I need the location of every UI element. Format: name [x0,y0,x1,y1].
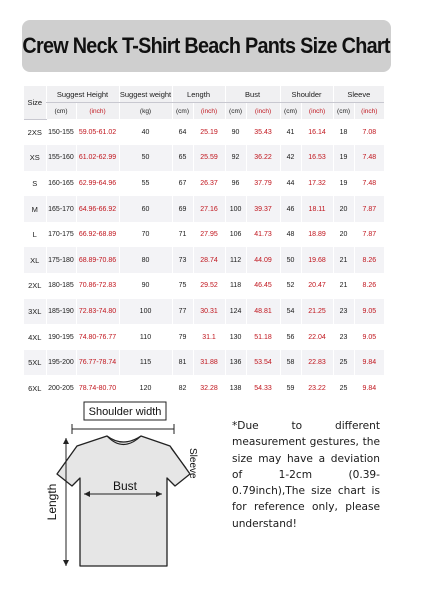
table-cell: 7.48 [354,145,384,171]
table-row [24,324,384,350]
unit-bust-cm: (cm) [225,103,246,120]
table-cell: 70.86-72.83 [76,273,119,299]
table-cell: 18.11 [301,196,333,222]
table-cell: 58 [280,350,301,376]
unit-length-inch: (inch) [193,103,225,120]
length-label: Length [45,483,59,521]
table-cell: 40 [119,119,172,145]
table-cell: 46.45 [246,273,280,299]
table-cell: 8.26 [354,247,384,273]
table-cell: 130 [225,324,246,350]
table-cell: 68.89-70.86 [76,247,119,273]
unit-weight-kg: (kg) [119,103,172,120]
table-cell: 9.84 [354,350,384,376]
table-cell: 41.73 [246,222,280,248]
table-cell: 106 [225,222,246,248]
table-cell: 155-160 [46,145,76,171]
table-cell: 22.83 [301,350,333,376]
table-cell: 78.74-80.70 [76,375,119,401]
table-cell: 20 [333,196,354,222]
table-cell: 9.05 [354,324,384,350]
size-cell: XL [24,247,46,273]
table-cell: 79 [172,324,193,350]
table-cell: 35.43 [246,119,280,145]
table-row [24,299,384,325]
header-bust: Bust [225,86,280,103]
table-cell: 124 [225,299,246,325]
table-cell: 21 [333,247,354,273]
table-cell: 7.48 [354,171,384,197]
size-column-header: Size [24,86,46,119]
table-cell: 8.26 [354,273,384,299]
size-cell: XS [24,145,46,171]
table-cell: 27.16 [193,196,225,222]
table-cell: 16.14 [301,119,333,145]
table-cell: 23 [333,299,354,325]
table-cell: 31.1 [193,324,225,350]
page-title: Crew Neck T-Shirt Beach Pants Size Chart [22,33,391,58]
unit-height-inch: (inch) [76,103,119,120]
table-row [24,247,384,273]
table-row [24,119,384,145]
table-cell: 37.79 [246,171,280,197]
table-cell: 80 [119,247,172,273]
size-chart-table [24,86,384,401]
table-cell: 53.54 [246,350,280,376]
table-cell: 55 [119,171,172,197]
table-cell: 138 [225,375,246,401]
size-cell: 3XL [24,299,46,325]
unit-shoulder-cm: (cm) [280,103,301,120]
table-cell: 20.47 [301,273,333,299]
unit-sleeve-inch: (inch) [354,103,384,120]
title-banner [22,20,391,72]
table-cell: 29.52 [193,273,225,299]
table-cell: 21.25 [301,299,333,325]
table-row [24,171,384,197]
table-cell: 36.22 [246,145,280,171]
table-cell: 30.31 [193,299,225,325]
tshirt-measurement-diagram [30,398,220,593]
table-cell: 51.18 [246,324,280,350]
table-cell: 23.22 [301,375,333,401]
table-cell: 90 [119,273,172,299]
unit-shoulder-inch: (inch) [301,103,333,120]
size-cell: S [32,178,38,188]
size-cell: 5XL [24,350,46,376]
unit-sleeve-cm: (cm) [333,103,354,120]
size-cell: 2XL [28,281,42,291]
table-cell: 180-185 [46,273,76,299]
table-cell: 92 [225,145,246,171]
table-cell: 71 [172,222,193,248]
table-cell: 27.95 [193,222,225,248]
table-cell: 56 [280,324,301,350]
table-cell: 7.87 [354,222,384,248]
table-row [24,350,384,376]
table-cell: 175-180 [46,247,76,273]
table-cell: 46 [280,196,301,222]
table-cell: 59 [280,375,301,401]
size-cell: M [24,196,46,222]
table-cell: 76.77-78.74 [76,350,119,376]
table-cell: 170-175 [46,222,76,248]
table-cell: 62.99-64.96 [76,171,119,197]
table-cell: 50 [280,247,301,273]
table-cell: 25 [333,375,354,401]
table-cell: 200-205 [46,375,76,401]
table-cell: 118 [225,273,246,299]
table-cell: 18.89 [301,222,333,248]
size-deviation-note: *Due to different measurement gestures, the size may have a deviation of 1-2cm (0.39-0.79inch),The size chart is for reference only, please understand! [232,420,380,530]
table-cell: 100 [119,299,172,325]
table-cell: 16.53 [301,145,333,171]
table-cell: 31.88 [193,350,225,376]
table-cell: 73 [172,247,193,273]
table-cell: 160-165 [46,171,76,197]
header-shoulder: Shoulder [280,86,333,103]
table-cell: 22.04 [301,324,333,350]
table-cell: 19 [333,171,354,197]
table-cell: 190-195 [46,324,76,350]
unit-length-cm: (cm) [172,103,193,120]
table-cell: 165-170 [46,196,76,222]
table-cell: 75 [172,273,193,299]
table-cell: 9.84 [354,375,384,401]
table-row [24,196,384,222]
header-sleeve: Sleeve [333,86,384,103]
table-cell: 69 [172,196,193,222]
tshirt-icon [57,436,190,566]
table-cell: 185-190 [46,299,76,325]
table-cell: 70 [119,222,172,248]
table-row [24,145,384,171]
unit-bust-inch: (inch) [246,103,280,120]
header-length: Length [172,86,225,103]
table-cell: 115 [119,350,172,376]
table-cell: 66.92-68.89 [76,222,119,248]
table-cell: 41 [280,119,301,145]
table-cell: 50 [119,145,172,171]
table-cell: 77 [172,299,193,325]
table-cell: 81 [172,350,193,376]
table-cell: 32.28 [193,375,225,401]
table-cell: 150-155 [46,119,76,145]
table-cell: 100 [225,196,246,222]
table-cell: 21 [333,273,354,299]
table-cell: 54 [280,299,301,325]
table-cell: 9.05 [354,299,384,325]
table-cell: 96 [225,171,246,197]
table-cell: 18 [333,119,354,145]
table-cell: 19.68 [301,247,333,273]
table-row [24,222,384,248]
table-cell: 64.96-66.92 [76,196,119,222]
size-rows [24,119,384,401]
table-cell: 195-200 [46,350,76,376]
table-cell: 74.80-76.77 [76,324,119,350]
header-row-units [24,103,384,120]
table-cell: 65 [172,145,193,171]
table-row [24,273,384,299]
table-cell: 25 [333,350,354,376]
table-cell: 28.74 [193,247,225,273]
header-suggest-weight: Suggest weight [119,86,172,103]
table-cell: 48 [280,222,301,248]
table-cell: 26.37 [193,171,225,197]
shoulder-width-label: Shoulder width [88,406,162,418]
table-cell: 7.08 [354,119,384,145]
table-cell: 23 [333,324,354,350]
table-cell: 52 [280,273,301,299]
size-cell: 6XL [28,383,42,393]
size-cell: 2XS [27,127,42,137]
table-cell: 61.02-62.99 [76,145,119,171]
table-cell: 17.32 [301,171,333,197]
table-cell: 120 [119,375,172,401]
table-cell: 25.19 [193,119,225,145]
header-suggest-height: Suggest Height [46,86,119,103]
table-cell: 20 [333,222,354,248]
table-cell: 59.05-61.02 [76,119,119,145]
table-cell: 42 [280,145,301,171]
bust-label: Bust [112,479,138,493]
table-cell: 60 [119,196,172,222]
table-cell: 72.83-74.80 [76,299,119,325]
table-cell: 44 [280,171,301,197]
table-cell: 48.81 [246,299,280,325]
table-cell: 64 [172,119,193,145]
size-cell: L [32,230,37,240]
table-cell: 110 [119,324,172,350]
table-cell: 136 [225,350,246,376]
size-cell: 4XL [28,332,42,342]
table-cell: 82 [172,375,193,401]
header-row-groups [24,86,384,103]
table-cell: 39.37 [246,196,280,222]
table-cell: 90 [225,119,246,145]
table-cell: 67 [172,171,193,197]
table-cell: 7.87 [354,196,384,222]
table-cell: 54.33 [246,375,280,401]
table-cell: 112 [225,247,246,273]
table-cell: 25.59 [193,145,225,171]
table-cell: 19 [333,145,354,171]
sleeve-label: Sleeve [187,448,198,479]
unit-height-cm: (cm) [46,103,76,120]
table-cell: 44.09 [246,247,280,273]
